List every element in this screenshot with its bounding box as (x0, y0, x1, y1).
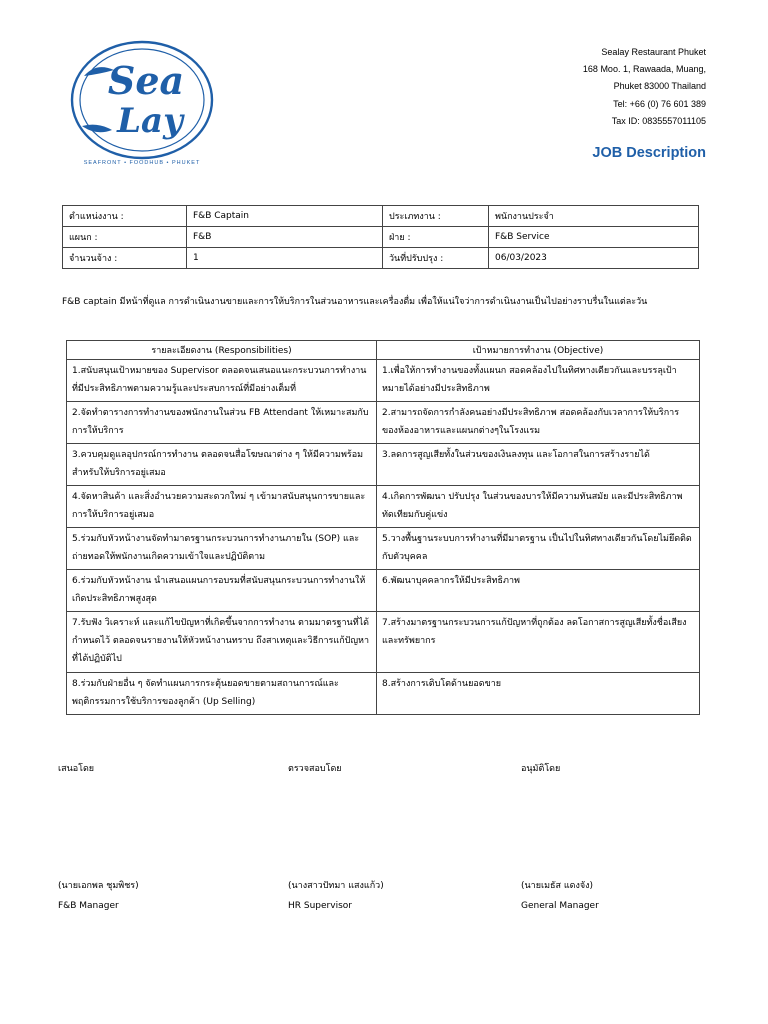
division-value: F&B Service (489, 227, 699, 248)
department-label: แผนก : (63, 227, 187, 248)
objective-header: เป้าหมายการทำงาน (Objective) (377, 341, 700, 360)
logo-tagline: SEAFRONT • FOODHUB • PHUKET (83, 160, 201, 166)
headcount-value: 1 (187, 248, 383, 269)
company-name: Sealay Restaurant Phuket (601, 47, 706, 57)
proposer-title: F&B Manager (58, 901, 119, 911)
updated-date-label: วันที่ปรับปรุง : (383, 248, 489, 269)
logo-text-bottom: Lay (117, 101, 183, 141)
table-row (67, 612, 700, 673)
address-line-1: 168 Moo. 1, Rawaada, Muang, (582, 64, 706, 75)
headcount-label: จำนวนจ้าง : (63, 248, 187, 269)
document-title: JOB Description (592, 145, 706, 161)
responsibility-cell: 6.ร่วมกับหัวหน้างาน นำเสนอแผนการอบรมที่สนับสนุนกระบวนการทำงานให้เกิดประสิทธิภาพสูงสุด (67, 570, 377, 612)
objective-cell: 4.เกิดการพัฒนา ปรับปรุง ในส่วนของบารให้มีความทันสมัย และมีประสิทธิภาพทัดเทียมกับคู่แข่ง (377, 486, 700, 528)
responsibility-cell: 5.ร่วมกับหัวหน้างานจัดทำมาตรฐานกระบวนการทำงานภายใน (SOP) และถ่ายทอดให้พนักงานเกิดความเข้าใจและปฏิบัติตาม (67, 528, 377, 570)
responsibility-cell: 1.สนับสนุนเป้าหมายของ Supervisor ตลอดจนเสนอแนะกระบวนการทำงานที่มีประสิทธิภาพตามความรู้และประสบการณ์ที่มีอย่างเต็มที่ (67, 360, 377, 402)
responsibility-cell: 3.ควบคุมดูแลอุปกรณ์การทำงาน ตลอดจนสื่อโฆษณาต่าง ๆ ให้มีความพร้อมสำหรับให้บริการอยู่เสมอ (67, 444, 377, 486)
logo-text-top: Sea (107, 58, 185, 103)
objective-cell: 3.ลดการสูญเสียทั้งในส่วนของเงินลงทุน และโอกาสในการสร้างรายได้ (377, 444, 700, 486)
responsibilities-header: รายละเอียดงาน (Responsibilities) (67, 341, 377, 360)
address-line-2: Phuket 83000 Thailand (613, 81, 706, 92)
responsibility-cell: 7.รับฟัง วิเคราะห์ และแก้ไขปัญหาที่เกิดขึ้นจากการทำงาน ตามมาตรฐานที่ได้กำหนดไว้ ตลอดจนรายงานให้หัวหน้างานทราบ ถึงสาเหตุและวิธีการแก้ปัญหาที่ได้ปฏิบัติไป (67, 612, 377, 673)
reviewer-name: (นางสาวปัทมา แสงแก้ว) (288, 881, 384, 891)
table-row (67, 444, 700, 486)
responsibilities-table (66, 340, 700, 715)
table-row (63, 206, 699, 227)
division-label: ฝ่าย : (383, 227, 489, 248)
approved-by-label: อนุมัติโดย (521, 764, 561, 774)
approver-name: (นายเมธัส แดงจัง) (521, 881, 594, 891)
company-address (583, 44, 706, 130)
responsibility-cell: 4.จัดหาสินค้า และสิ่งอำนวยความสะดวกใหม่ ๆ เข้ามาสนับสนุนการขายและการให้บริการอยู่เสมอ (67, 486, 377, 528)
reviewed-by-label: ตรวจสอบโดย (288, 764, 342, 774)
department-value: F&B (187, 227, 383, 248)
objective-cell: 7.สร้างมาตรฐานกระบวนการแก้ปัญหาที่ถูกต้อง ลดโอกาสการสูญเสียทั้งชื่อเสียงและทรัพยากร (377, 612, 700, 673)
position-value: F&B Captain (187, 206, 383, 227)
responsibility-cell: 8.ร่วมกับฝ่ายอื่น ๆ จัดทำแผนการกระตุ้นยอดขายตามสถานการณ์และพฤติกรรมการใช้บริการของลูกค้า (Up Selling) (67, 673, 377, 715)
proposed-by-label: เสนอโดย (58, 764, 95, 774)
table-row (67, 360, 700, 402)
job-info-table (62, 205, 699, 269)
position-label: ตำแหน่งงาน : (63, 206, 187, 227)
type-label: ประเภทงาน : (383, 206, 489, 227)
table-row (67, 673, 700, 715)
responsibility-cell: 2.จัดทำตารางการทำงานของพนักงานในส่วน FB Attendant ให้เหมาะสมกับการให้บริการ (67, 402, 377, 444)
table-row (67, 528, 700, 570)
updated-date-value: 06/03/2023 (489, 248, 699, 269)
reviewer-title: HR Supervisor (288, 901, 352, 911)
company-tax-id: Tax ID: 0835557011105 (611, 115, 706, 126)
sealay-logo (62, 36, 222, 168)
table-row (63, 227, 699, 248)
objective-cell: 2.สามารถจัดการกำลังคนอย่างมีประสิทธิภาพ สอดคล้องกับเวลาการให้บริการของห้องอาหารและแผนกต่างๆในโรงแรม (377, 402, 700, 444)
table-row (67, 402, 700, 444)
type-value: พนักงานประจำ (489, 206, 699, 227)
objective-cell: 8.สร้างการเติบโตด้านยอดขาย (377, 673, 700, 715)
table-row (63, 248, 699, 269)
table-row (67, 486, 700, 528)
objective-cell: 1.เพื่อให้การทำงานของทั้งแผนก สอดคล้องไปในทิศทางเดียวกันและบรรลุเป้าหมายได้อย่างมีประสิทธิภาพ (377, 360, 700, 402)
company-tel: Tel: +66 (0) 76 601 389 (613, 98, 706, 109)
objective-cell: 6.พัฒนาบุคคลากรให้มีประสิทธิภาพ (377, 570, 700, 612)
table-header-row (67, 341, 700, 360)
proposer-name: (นายเอกพล ชุมพิชร) (58, 881, 139, 891)
approver-title: General Manager (521, 901, 599, 911)
table-row (67, 570, 700, 612)
objective-cell: 5.วางพื้นฐานระบบการทำงานที่มีมาตรฐาน เป็นไปในทิศทางเดียวกันโดยไม่ยึดติดกับตัวบุคคล (377, 528, 700, 570)
job-summary: F&B captain มีหน้าที่ดูแล การดำเนินงานขายและการให้บริการในส่วนอาหารและเครื่องดื่ม เพื่อให้แน่ใจว่าการดำเนินงานเป็นไปอย่างราบรื่นในแต่ละวัน (62, 297, 648, 307)
